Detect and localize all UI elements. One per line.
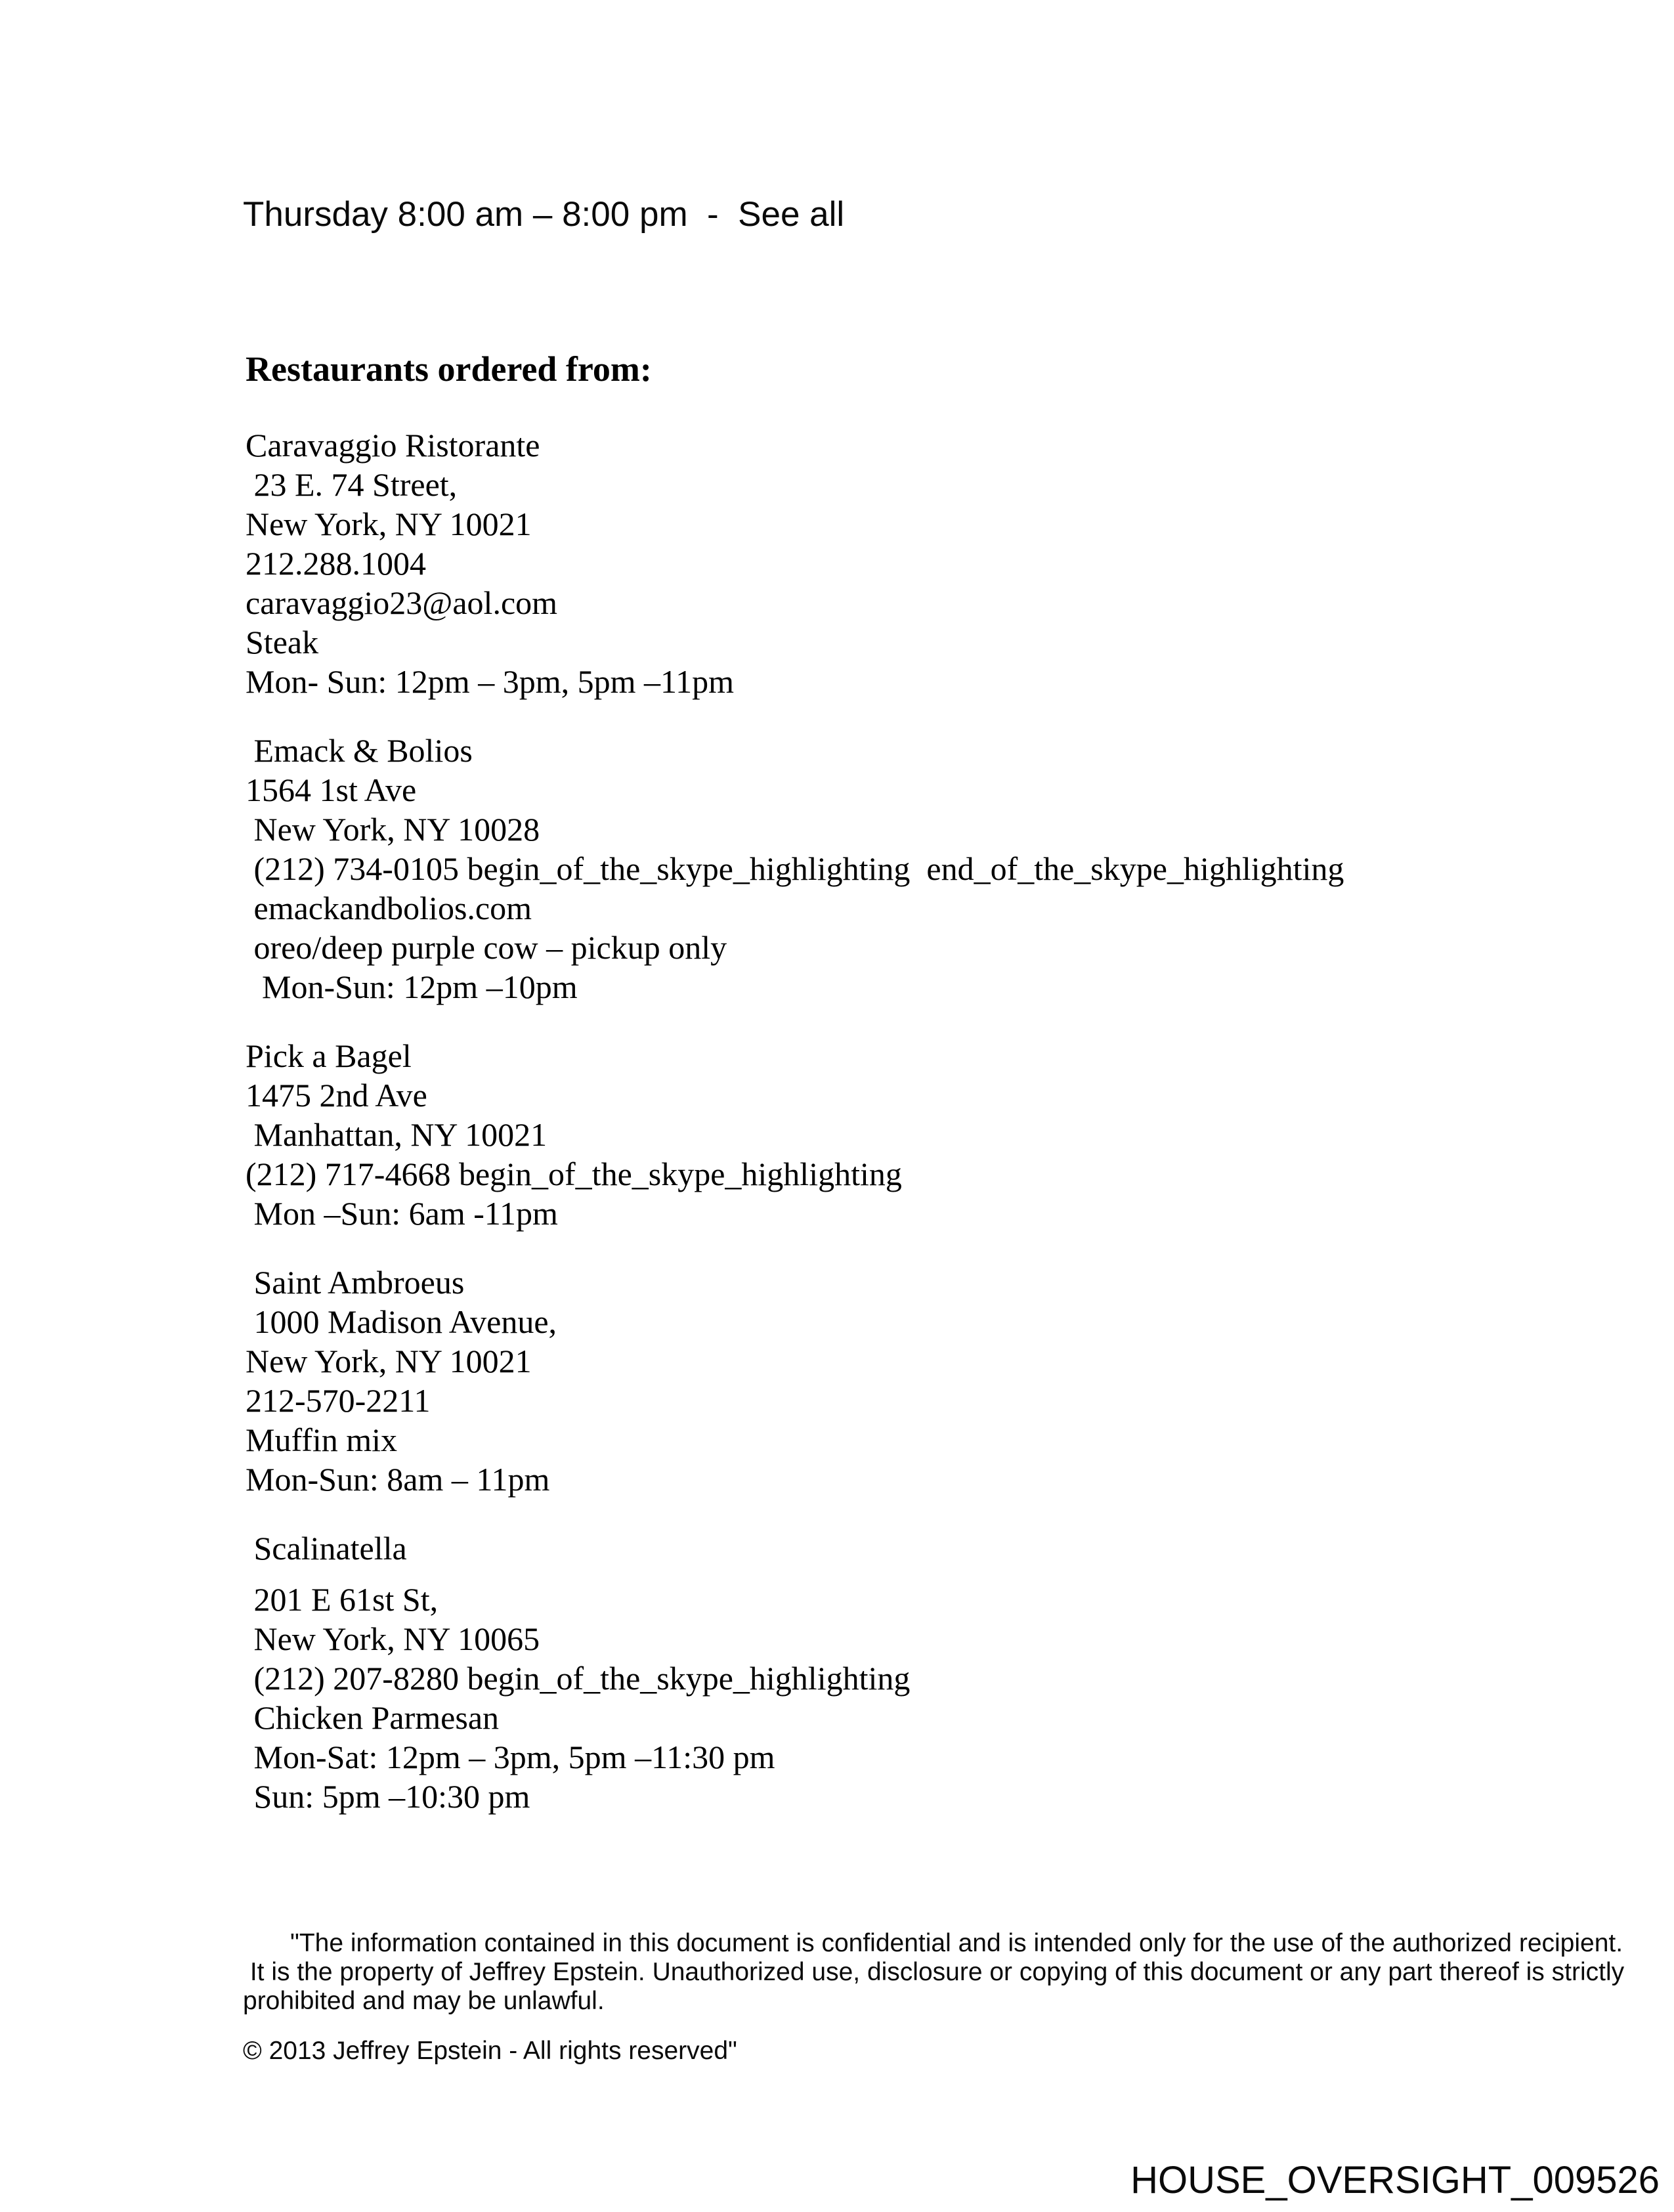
copyright-line: © 2013 Jeffrey Epstein - All rights reserved" xyxy=(243,2037,737,2065)
restaurant-detail-line: Mon –Sun: 6am -11pm xyxy=(246,1195,558,1232)
restaurant-detail-line: Sun: 5pm –10:30 pm xyxy=(246,1778,530,1815)
restaurant-detail-line: caravaggio23@aol.com xyxy=(246,584,558,621)
bates-stamp: HOUSE_OVERSIGHT_009526 xyxy=(1130,2159,1660,2201)
restaurant-name: Emack & Bolios xyxy=(246,732,473,769)
restaurant-entry xyxy=(246,1036,1532,1233)
restaurant-detail-line: Steak xyxy=(246,624,319,661)
hours-header: Thursday 8:00 am – 8:00 pm - See all xyxy=(243,195,845,234)
restaurant-detail-line: Mon-Sat: 12pm – 3pm, 5pm –11:30 pm xyxy=(246,1739,775,1775)
restaurant-detail-line: (212) 717-4668 begin_of_the_skype_highlighting xyxy=(246,1156,902,1192)
disclaimer-line: It is the property of Jeffrey Epstein. Unauthorized use, disclosure or copying of this document or any part thereof is strictly xyxy=(243,1958,1625,1986)
restaurant-detail-line: 1000 Madison Avenue, xyxy=(246,1303,557,1340)
restaurant-detail-line: Mon-Sun: 12pm –10pm xyxy=(246,968,578,1005)
restaurant-entry xyxy=(246,731,1532,1007)
section-title: Restaurants ordered from: xyxy=(246,349,652,389)
restaurant-detail-line: Mon- Sun: 12pm – 3pm, 5pm –11pm xyxy=(246,663,735,700)
restaurant-name: Saint Ambroeus xyxy=(246,1264,465,1301)
restaurant-name: Scalinatella xyxy=(246,1530,407,1567)
restaurant-detail-line: 201 E 61st St, xyxy=(246,1581,439,1618)
restaurant-entry xyxy=(246,425,1532,701)
restaurant-name: Caravaggio Ristorante xyxy=(246,427,540,464)
restaurant-detail-line: Manhattan, NY 10021 xyxy=(246,1116,547,1153)
restaurant-entry xyxy=(246,1263,1532,1499)
restaurant-detail-line: Mon-Sun: 8am – 11pm xyxy=(246,1461,550,1498)
restaurant-detail-line: 212-570-2211 xyxy=(246,1382,431,1419)
restaurant-detail-line: 1475 2nd Ave xyxy=(246,1077,427,1114)
restaurant-detail-line: 1564 1st Ave xyxy=(246,771,417,808)
restaurant-detail-line: 23 E. 74 Street, xyxy=(246,466,458,503)
disclaimer-line: "The information contained in this document is confidential and is intended only for the use of the authorized recipient. xyxy=(290,1929,1623,1957)
restaurant-list xyxy=(246,425,1532,1846)
restaurant-name: Pick a Bagel xyxy=(246,1037,412,1074)
restaurant-detail-line: New York, NY 10065 xyxy=(246,1620,540,1657)
restaurant-detail-line: 212.288.1004 xyxy=(246,545,426,582)
restaurant-detail-line: oreo/deep purple cow – pickup only xyxy=(246,929,727,966)
confidentiality-disclaimer xyxy=(243,1929,1625,2066)
restaurant-detail-line: (212) 207-8280 begin_of_the_skype_highlighting xyxy=(246,1660,911,1697)
restaurant-detail-line: Muffin mix xyxy=(246,1421,398,1458)
restaurant-entry xyxy=(246,1529,1532,1816)
restaurant-detail-line: emackandbolios.com xyxy=(246,890,532,926)
disclaimer-line: prohibited and may be unlawful. xyxy=(243,1987,605,2015)
restaurant-detail-line: New York, NY 10028 xyxy=(246,811,540,848)
restaurant-detail-line: New York, NY 10021 xyxy=(246,506,532,542)
restaurant-detail-line: Chicken Parmesan xyxy=(246,1699,500,1736)
restaurant-detail-line: New York, NY 10021 xyxy=(246,1343,532,1379)
restaurant-detail-line: (212) 734-0105 begin_of_the_skype_highlighting end_of_the_skype_highlighting xyxy=(246,850,1344,887)
